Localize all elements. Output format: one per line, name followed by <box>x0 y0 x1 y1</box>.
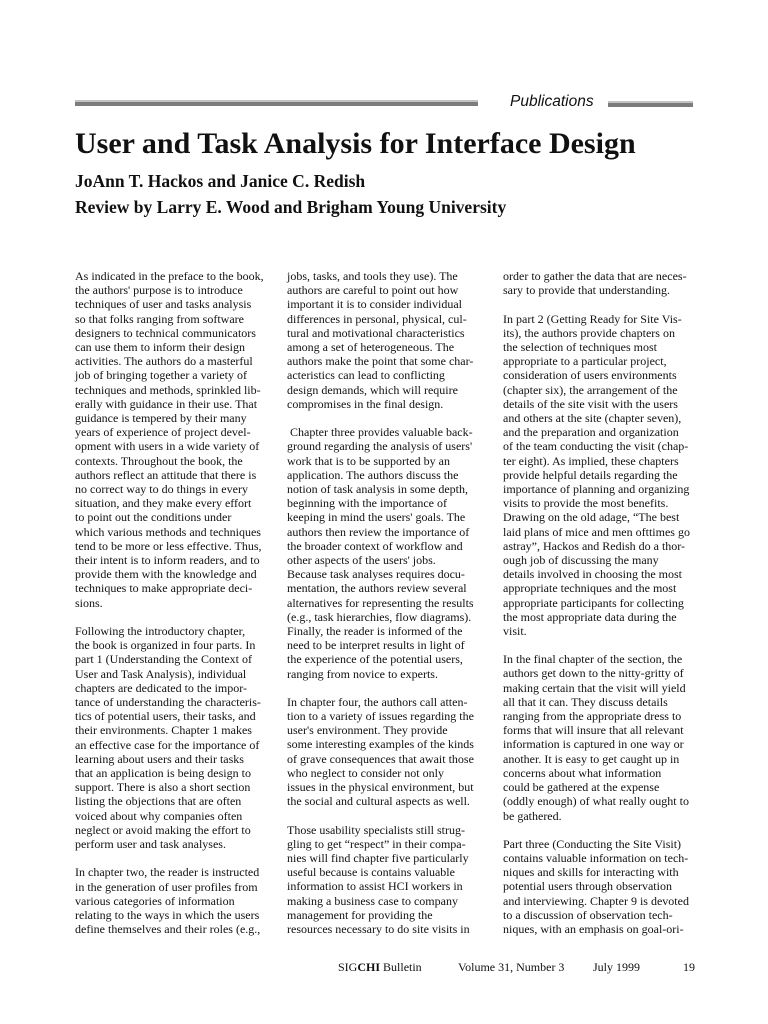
text-line: laid plans of mice and men ofttimes go <box>503 524 690 539</box>
text-line: perform user and task analyses. <box>75 837 226 852</box>
paragraph <box>287 269 483 411</box>
text-line: another. It is easy to get caught up in <box>503 751 680 766</box>
text-line: of grave consequences that await those <box>287 751 474 766</box>
footer-date: July 1999 <box>593 960 641 974</box>
text-line: concerns about what information <box>503 765 662 780</box>
text-line: information is captured in one way or <box>503 737 684 752</box>
text-line: tance of understanding the characteris- <box>75 694 261 709</box>
text-line: In the final chapter of the section, the <box>503 652 683 667</box>
text-line: differences in personal, physical, cul- <box>287 311 467 326</box>
text-line: appropriate participants for collecting <box>503 595 684 610</box>
text-line: chapters are dedicated to the impor- <box>75 680 248 695</box>
text-line: who neglect to consider not only <box>287 765 444 780</box>
text-line: making a business case to company <box>287 893 458 908</box>
text-line: niques and skills for interacting with <box>503 865 679 880</box>
page-number: 19 <box>683 960 695 974</box>
paragraph <box>503 837 699 936</box>
text-line: useful because is contains valuable <box>287 865 455 880</box>
text-line: of the team conducting the visit (chap- <box>503 439 689 454</box>
text-line: order to gather the data that are neces- <box>503 269 687 283</box>
text-line: consideration of users environments <box>503 368 677 383</box>
text-line: that an application is being design to <box>75 766 251 780</box>
text-line: erally with guidance in their use. That <box>75 396 258 411</box>
text-line: tural and motivational characteristics <box>287 325 465 340</box>
header-rule-left <box>75 100 478 106</box>
text-line: activities. The authors do a masterful <box>75 354 253 369</box>
text-line: forms that will insure that all relevant <box>503 723 684 738</box>
text-line: opment with users in a wide variety of <box>75 439 260 454</box>
text-line: authors then review the importance of <box>287 524 470 539</box>
text-line: tend to be more or less effective. Thus, <box>75 538 262 553</box>
text-line: issues in the physical environment, but <box>287 780 474 795</box>
text-line: learning about users and their tasks <box>75 751 244 766</box>
text-column-2 <box>287 269 483 950</box>
text-line: guidance is tempered by their many <box>75 411 247 426</box>
text-line: an effective case for the importance of <box>75 737 260 752</box>
text-line: contexts. Throughout the book, the <box>75 453 243 468</box>
text-line: Part three (Conducting the Site Visit) <box>503 836 682 851</box>
text-line: mentation, the authors review several <box>287 581 467 596</box>
text-line: the broader context of workflow and <box>287 538 463 553</box>
text-line: could be gathered at the expense <box>503 780 660 795</box>
text-line: their intent is to inform readers, and to <box>75 553 260 568</box>
text-line: voiced about why companies often <box>75 808 243 823</box>
text-line: situation, and they make every effort <box>75 496 252 511</box>
footer-publication <box>338 960 422 974</box>
article-title: User and Task Analysis for Interface Design <box>75 127 636 160</box>
text-line: design demands, which will require <box>287 382 458 397</box>
text-line: their environments. Chapter 1 makes <box>75 723 252 738</box>
paragraph <box>75 624 271 851</box>
text-line: and interviewing. Chapter 9 is devoted <box>503 893 689 908</box>
text-column-3 <box>503 269 699 950</box>
text-line: among a set of heterogeneous. The <box>287 340 455 355</box>
text-line: authors reflect an attitude that there is <box>75 467 257 482</box>
text-line: Drawing on the old adage, “The best <box>503 510 680 525</box>
paragraph <box>503 269 699 297</box>
text-line: appropriate to a particular project, <box>503 354 667 369</box>
text-line: Those usability specialists still strug- <box>287 822 465 837</box>
text-line: job of bringing together a variety of <box>75 368 247 383</box>
text-line: details of the site visit with the users <box>503 396 678 411</box>
text-line: ranging from the appropriate dress to <box>503 709 682 724</box>
text-line: beginning with the importance of <box>287 496 447 511</box>
text-line: potential users through observation <box>503 879 672 894</box>
paragraph <box>75 865 271 936</box>
text-line: In chapter four, the authors call atten- <box>287 694 468 709</box>
text-line: techniques to make appropriate deci- <box>75 581 253 596</box>
text-line: be gathered. <box>503 808 562 823</box>
text-line: tion to a variety of issues regarding the <box>287 709 474 724</box>
text-line: which various methods and techniques <box>75 524 261 539</box>
text-line: authors get down to the nitty-gritty of <box>503 666 684 681</box>
text-line: authors make the point that some char- <box>287 354 474 369</box>
text-line: other aspects of the users' jobs. <box>287 552 436 567</box>
text-line: user's environment. They provide <box>287 723 448 738</box>
text-line: work that is to be supported by an <box>287 453 450 468</box>
header-rule-right <box>608 101 693 107</box>
text-line: the social and cultural aspects as well. <box>287 794 470 809</box>
text-line: listing the objections that are often <box>75 794 242 809</box>
text-line: (chapter six), the arrangement of the <box>503 382 678 397</box>
section-label: Publications <box>510 93 594 110</box>
text-line: ough job of discussing the many <box>503 552 659 567</box>
text-line: authors are careful to point out how <box>287 283 459 298</box>
footer-issue: Volume 31, Number 3 <box>458 960 565 974</box>
text-line: the book is organized in four parts. In <box>75 638 256 653</box>
text-line: User and Task Analysis), individual <box>75 666 247 681</box>
paragraph <box>287 425 483 681</box>
text-line: notion of task analysis in some depth, <box>287 481 468 496</box>
book-authors: JoAnn T. Hackos and Janice C. Redish <box>75 171 366 191</box>
text-line: (oddly enough) of what really ought to <box>503 794 689 809</box>
text-line: tics of potential users, their tasks, and <box>75 709 256 724</box>
text-line: importance of planning and organizing <box>503 481 690 496</box>
text-line: gling to get “respect” in their compa- <box>287 836 466 851</box>
text-line: resources necessary to do site visits in <box>287 922 470 937</box>
text-line: the selection of techniques most <box>503 339 657 354</box>
text-line: nies will find chapter five particularly <box>287 851 469 865</box>
text-line: sions. <box>75 595 103 610</box>
text-line: the authors' purpose is to introduce <box>75 283 243 298</box>
text-line: and others at the site (chapter seven), <box>503 410 682 425</box>
text-line: astray”, Hackos and Redish do a thor- <box>503 538 686 553</box>
text-line: keeping in mind the users' goals. The <box>287 510 466 525</box>
text-line: techniques and methods, sprinkled lib- <box>75 382 261 397</box>
footer-publication-suffix: Bulletin <box>380 960 422 974</box>
text-line: compromises in the final design. <box>287 396 444 411</box>
text-line: acteristics can lead to conflicting <box>287 368 445 383</box>
text-column-1 <box>75 269 271 950</box>
text-line: no correct way to do things in every <box>75 482 248 497</box>
text-line: appropriate techniques and the most <box>503 581 677 596</box>
text-line: Chapter three provides valuable back- <box>287 425 473 440</box>
text-line: In part 2 (Getting Ready for Site Vis- <box>503 311 682 326</box>
text-line: Because task analyses requires docu- <box>287 567 465 582</box>
text-line: niques, with an emphasis on goal-ori- <box>503 922 684 937</box>
text-line: application. The authors discuss the <box>287 467 459 482</box>
text-line: As indicated in the preface to the book, <box>75 269 264 283</box>
text-line: ground regarding the analysis of users' <box>287 439 473 454</box>
text-line: years of experience of project devel- <box>75 425 251 440</box>
paragraph <box>75 269 271 610</box>
text-line: ter eight). As implied, these chapters <box>503 453 679 468</box>
paragraph <box>503 312 699 639</box>
text-line: to a discussion of observation tech- <box>503 907 673 922</box>
text-line: alternatives for representing the results <box>287 595 474 610</box>
text-line: In chapter two, the reader is instructed <box>75 865 260 880</box>
text-line: to point out the conditions under <box>75 510 232 525</box>
paragraph <box>287 823 483 937</box>
text-line: designers to technical communicators <box>75 325 256 340</box>
text-line: define themselves and their roles (e.g., <box>75 922 261 937</box>
text-line: information to assist HCI workers in <box>287 879 463 894</box>
text-line: details involved in choosing the most <box>503 567 682 582</box>
text-line: making certain that the visit will yield <box>503 680 686 695</box>
text-line: can use them to inform their design <box>75 340 245 355</box>
text-line: Following the introductory chapter, <box>75 623 246 638</box>
text-line: Finally, the reader is informed of the <box>287 623 463 638</box>
reviewer-line: Review by Larry E. Wood and Brigham Young University <box>75 197 507 217</box>
text-line: the experience of the potential users, <box>287 652 463 667</box>
text-line: provide helpful details regarding the <box>503 467 678 482</box>
text-line: (e.g., task hierarchies, flow diagrams). <box>287 609 472 624</box>
text-line: ranging from novice to experts. <box>287 666 438 681</box>
text-line: its), the authors provide chapters on <box>503 325 675 340</box>
paragraph <box>287 695 483 809</box>
text-line: techniques of user and tasks analysis <box>75 297 252 312</box>
text-line: visit. <box>503 623 527 638</box>
text-line: and the preparation and organization <box>503 425 679 440</box>
text-line: support. There is also a short section <box>75 780 251 795</box>
footer-publication-prefix: SIG <box>338 960 358 974</box>
text-line: need to be interpret results in light of <box>287 638 465 653</box>
text-line: so that folks ranging from software <box>75 311 244 326</box>
text-line: in the generation of user profiles from <box>75 879 258 894</box>
text-line: jobs, tasks, and tools they use). The <box>287 269 458 283</box>
text-line: neglect or avoid making the effort to <box>75 822 251 837</box>
text-line: some interesting examples of the kinds <box>287 737 474 752</box>
text-line: sary to provide that understanding. <box>503 283 670 298</box>
text-line: contains valuable information on tech- <box>503 851 689 865</box>
text-line: part 1 (Understanding the Context of <box>75 652 252 667</box>
footer-publication-bold: CHI <box>357 960 381 974</box>
text-line: all that it can. They discuss details <box>503 694 668 709</box>
paragraph <box>503 652 699 822</box>
text-line: important it is to consider individual <box>287 297 462 312</box>
text-line: visits to provide the most benefits. <box>503 496 669 511</box>
text-line: management for providing the <box>287 907 433 922</box>
text-line: relating to the ways in which the users <box>75 907 260 922</box>
text-line: the most appropriate data during the <box>503 609 677 624</box>
text-line: provide them with the knowledge and <box>75 567 257 582</box>
text-line: various categories of information <box>75 893 235 908</box>
